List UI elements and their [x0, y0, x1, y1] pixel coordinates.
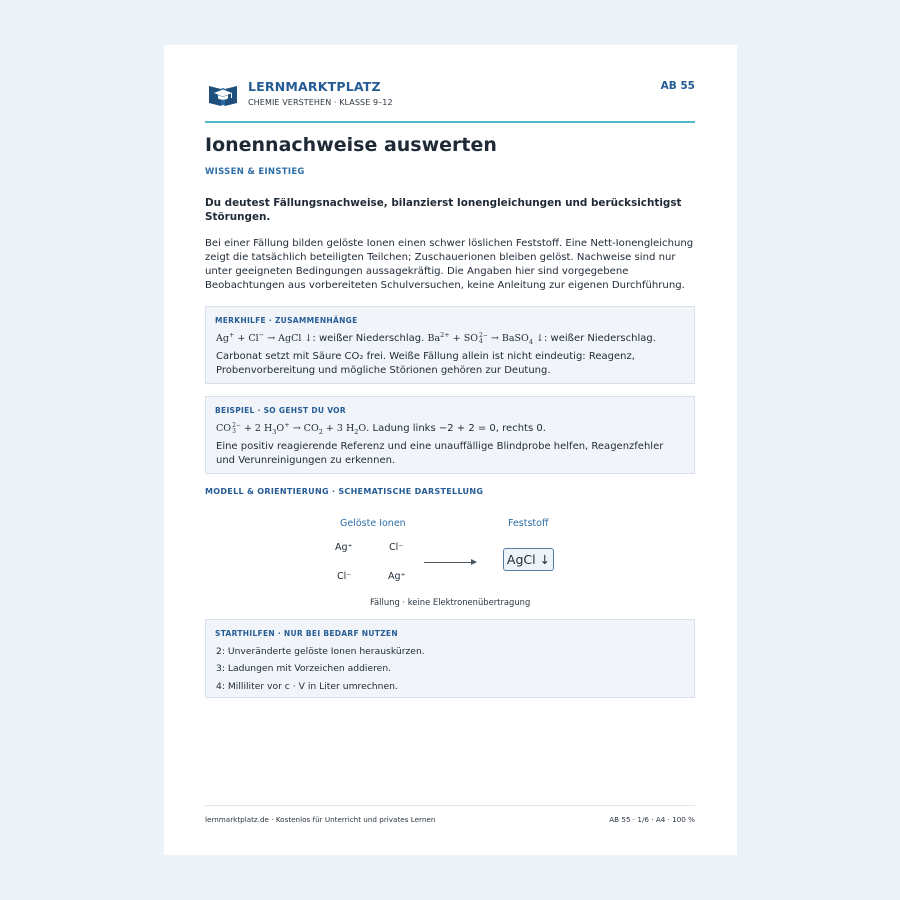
hint-item: 4: Milliliter vor c · V in Liter umrechnen. — [216, 681, 398, 692]
solid-label: Feststoff — [508, 518, 549, 529]
footer-source: lernmarktplatz.de · Kostenlos für Unterricht und privates Lernen — [205, 815, 436, 824]
merkhilfe-label: MERKHILFE · ZUSAMMENHÄNGE — [215, 316, 358, 325]
starthilfen-box — [205, 619, 695, 698]
footer-page-info: AB 55 · 1/6 · A4 · 100 % — [609, 815, 695, 824]
beispiel-text: Eine positiv reagierende Referenz und eine unauffällige Blindprobe helfen, Reagenzfehler und Verunreinigungen zu erkennen. — [216, 441, 664, 466]
ion-ag-1: Ag⁺ — [335, 542, 353, 553]
graduation-cap-book-icon — [207, 81, 239, 107]
modell-heading: MODELL & ORIENTIERUNG · SCHEMATISCHE DARSTELLUNG — [205, 487, 484, 496]
intro-paragraph: Bei einer Fällung bilden gelöste Ionen einen schwer löslichen Feststoff. Eine Nett-Ionengleichung zeigt die tatsächlich beteiligten Teilchen; Zuschauerionen bleiben gelöst. Nachweise sind nur unter geeigneten Bedingungen aussagekräftig. Die Angaben hier sind vorgegebene Beobachtungen aus vorbereiteten Schulversuchen, keine Anleitung zur eigenen Durchführung. — [205, 238, 694, 291]
hint-item: 2: Unveränderte gelöste Ionen herauskürzen. — [216, 646, 425, 657]
precipitate-box: AgCl ↓ — [503, 548, 554, 571]
brand-subtitle: CHEMIE VERSTEHEN · KLASSE 9–12 — [248, 98, 393, 107]
lead-text: Du deutest Fällungsnachweise, bilanzierst Ionengleichungen und berücksichtigst Störungen. — [205, 197, 682, 223]
starthilfen-label: STARTHILFEN · NUR BEI BEDARF NUTZEN — [215, 629, 398, 638]
beispiel-label: BEISPIEL · SO GEHST DU VOR — [215, 406, 346, 415]
merkhilfe-text: Carbonat setzt mit Säure CO₂ frei. Weiße Fällung allein ist nicht eindeutig: Reagenz, Probenvorbereitung und mögliche Störionen gehören zur Deutung. — [216, 351, 635, 376]
worksheet-page — [164, 45, 737, 855]
brand-name: LERNMARKTPLATZ — [248, 79, 381, 94]
merkhilfe-equations: Ag+ + Cl− → AgCl ↓: weißer Niederschlag. $Ba^{2+} + SO2-$ 4 → BaSO$_4$ ↓: weißer Niederschlag. — [216, 330, 656, 346]
reaction-arrow-head — [471, 559, 477, 565]
page-title: Ionennachweise auswerten — [205, 134, 497, 156]
merkhilfe-box — [205, 306, 695, 384]
beispiel-box — [205, 396, 695, 474]
footer-divider — [205, 805, 695, 806]
sheet-number: AB 55 — [660, 80, 695, 92]
beispiel-equation: CO2− 3 + 2 $H_3O^+ \to CO_2 + 3$ $H_2O$. Ladung links −2 + 2 = 0, rechts 0. — [216, 420, 546, 436]
header-divider — [205, 121, 695, 123]
ion-cl-2: Cl⁻ — [337, 571, 352, 582]
section-eyebrow: WISSEN & EINSTIEG — [205, 167, 305, 177]
ion-cl-1: Cl⁻ — [389, 542, 404, 553]
diagram-caption: Fällung · keine Elektronenübertragung — [370, 597, 531, 607]
page-content — [205, 45, 695, 855]
hint-item: 3: Ladungen mit Vorzeichen addieren. — [216, 663, 392, 674]
ion-ag-2: Ag⁺ — [388, 571, 406, 582]
dissolved-ions-label: Gelöste Ionen — [340, 518, 406, 529]
reaction-arrow — [424, 562, 476, 563]
